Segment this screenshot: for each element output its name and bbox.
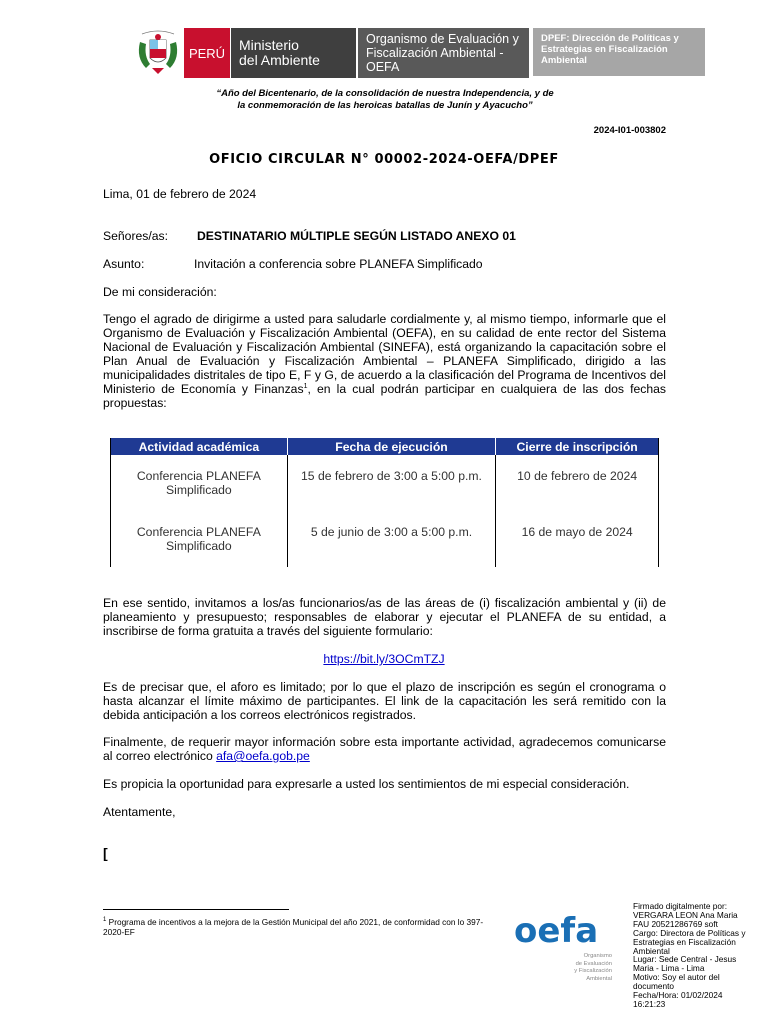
year-motto [120, 88, 650, 112]
oefa-brand-band [357, 28, 529, 78]
signature-line: 16:21:23 [633, 998, 666, 1009]
table-row [111, 455, 659, 511]
dpef-brand-band [533, 28, 705, 76]
paragraph-contact [103, 735, 666, 763]
peru-brand-band [184, 28, 230, 78]
place-date: Lima, 01 de febrero de 2024 [103, 187, 257, 201]
table-header-activity: Actividad académica [111, 438, 288, 455]
dpef-label: DPEF: Dirección de Políticas y Estrategias en Fiscalización Ambiental [541, 33, 679, 66]
table-cell-activity: Conferencia PLANEFA Simplificado [111, 511, 288, 567]
contact-email-link[interactable]: afa@oefa.gob.pe [216, 749, 310, 763]
footnote-marker: 1 [103, 917, 107, 923]
signature-line: Estrategias en Fiscalización [633, 936, 736, 947]
paragraph-intro [103, 312, 666, 410]
table-cell-deadline: 10 de febrero de 2024 [496, 455, 659, 511]
peru-coat-of-arms-icon [134, 28, 182, 78]
organismo-line-1: Organismo de Evaluación y [366, 32, 519, 46]
year-motto-line-2: la conmemoración de las heroicas batallas de Junín y Ayacucho” [237, 100, 533, 111]
paragraph-intro-tail: , en la cual podrán participar en cualquiera de las dos fechas propuestas: [103, 382, 667, 410]
signature-line: Cargo: Directora de Políticas y [633, 927, 746, 938]
registration-form-link[interactable]: https://bit.ly/3OCmTZJ [323, 652, 445, 666]
organismo-line-2: Fiscalización Ambiental - OEFA [366, 46, 504, 74]
signature-line: Motivo: Soy el autor del [633, 972, 720, 983]
signature-line: documento [633, 981, 675, 992]
greeting: De mi consideración: [103, 285, 217, 299]
signature-line: Lugar: Sede Central - Jesus [633, 954, 737, 965]
footnote-reference: 1 [303, 382, 308, 390]
document-number: 2024-I01-003802 [593, 125, 666, 136]
peru-label: PERÚ [188, 45, 226, 61]
footnote-divider [103, 909, 289, 910]
paragraph-farewell: Es propicia la oportunidad para expresarle a usted los sentimientos de mi especial consideración. [103, 777, 630, 791]
signature-line: VERGARA LEON Ana Maria [633, 909, 738, 920]
recipients-label: Señores/as: [103, 229, 169, 243]
signature-line: Firmado digitalmente por: [633, 901, 728, 911]
oefa-caption-line: Ambiental [586, 975, 612, 982]
signature-line: Maria - Lima - Lima [633, 963, 705, 974]
recipients-value: DESTINATARIO MÚLTIPLE SEGÚN LISTADO ANEXO 01 [197, 229, 516, 243]
footnote-text: Programa de incentivos a la mejora de la Gestión Municipal del año 2021, de conformidad con lo 397-2020-EF [103, 916, 484, 937]
document-title: OFICIO CIRCULAR N° 00002-2024-OEFA/DPEF [209, 152, 559, 167]
digital-signature-block [633, 902, 763, 1009]
signature-line: Fecha/Hora: 01/02/2024 [633, 990, 723, 1001]
oefa-logo [514, 908, 614, 948]
signature-line: Ambiental [633, 945, 670, 956]
paragraph-contact-text: Finalmente, de requerir mayor información sobre esta importante actividad, agradecemos comunicarse al correo electrónico [103, 735, 666, 763]
activities-table [110, 438, 659, 567]
form-link-line [0, 652, 768, 666]
subject-label: Asunto: [103, 257, 145, 271]
ministerio-line-1: Ministerio [239, 37, 299, 53]
oefa-logo-text: oefa [514, 911, 599, 948]
paragraph-capacity: Es de precisar que, el aforo es limitado; por lo que el plazo de inscripción es según el cronograma o hasta alcanzar el límite máximo de participantes. El link de la capacitación les será remitido con la debida anticipación a los correos electrónicos registrados. [103, 680, 666, 722]
ministerio-line-2: del Ambiente [239, 52, 320, 68]
table-cell-activity: Conferencia PLANEFA Simplificado [111, 455, 288, 511]
table-cell-date: 5 de junio de 3:00 a 5:00 p.m. [287, 511, 496, 567]
table-header-deadline: Cierre de inscripción [496, 438, 659, 455]
paragraph-intro-text: Tengo el agrado de dirigirme a usted para saludarle cordialmente y, al mismo tiempo, informarle que el Organismo de Evaluación y Fiscalización Ambiental (OEFA), en su calidad de ente rector del Sistema Nacional de Evaluación y Fiscalización Ambiental (SINEFA), está organizando la capacitación sobre el Plan Anual de Evaluación y Fiscalización Ambiental – PLANEFA Simplificado, dirigido a las municipalidades distritales de tipo E, F y G, de acuerdo a la clasificación del Programa de Incentivos del Ministerio de Economía y Finanzas [103, 312, 666, 396]
table-cell-deadline: 16 de mayo de 2024 [496, 511, 659, 567]
ministerio-brand-band [230, 28, 356, 78]
table-header-row [111, 438, 659, 455]
oefa-logo-caption [560, 953, 612, 983]
table-header-date: Fecha de ejecución [287, 438, 496, 455]
subject-value: Invitación a conferencia sobre PLANEFA Simplificado [194, 257, 483, 271]
table-row [111, 511, 659, 567]
oefa-caption-line: de Evaluación [575, 960, 612, 967]
signature-placeholder: [ [103, 845, 108, 861]
table-cell-date: 15 de febrero de 3:00 a 5:00 p.m. [287, 455, 496, 511]
closing: Atentamente, [103, 805, 176, 819]
footnote [103, 915, 503, 937]
oefa-caption-line: y Fiscalización [574, 968, 612, 974]
year-motto-line-1: “Año del Bicentenario, de la consolidación de nuestra Independencia, y de [216, 88, 554, 99]
paragraph-invitation: En ese sentido, invitamos a los/as funcionarios/as de las áreas de (i) fiscalización ambiental y (ii) de planeamiento y presupuesto; responsables de elaborar y ejecutar el PLANEFA de su entidad, a inscribirse de forma gratuita a través del siguiente formulario: [103, 596, 666, 638]
oefa-caption-line: Organismo [583, 953, 612, 959]
signature-line: FAU 20521286769 soft [633, 918, 718, 929]
